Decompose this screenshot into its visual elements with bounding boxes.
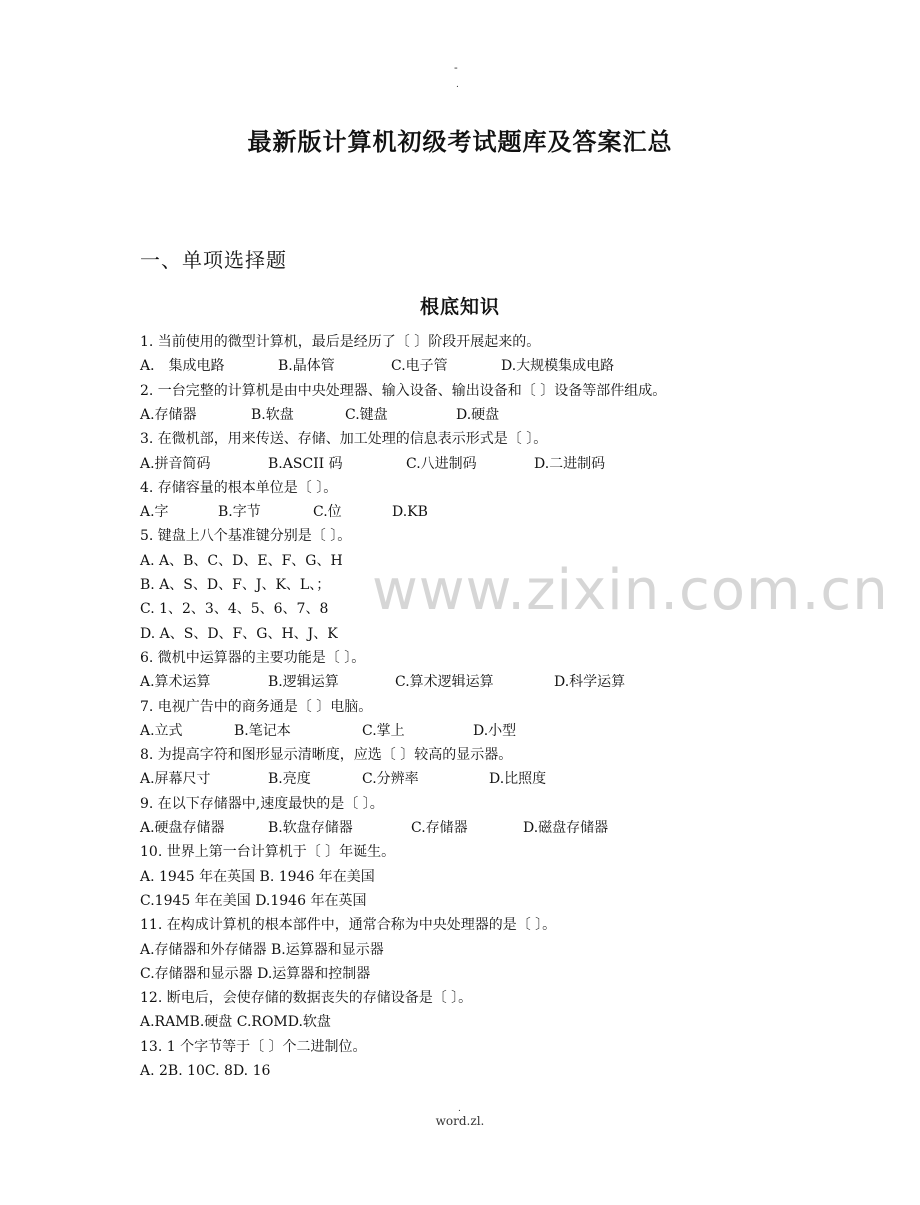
- answer-option: C.键盘: [345, 406, 388, 423]
- answer-option: B.软盘: [251, 406, 294, 423]
- answer-option: D.比照度: [489, 771, 547, 788]
- answer-option: B.逻辑运算: [268, 674, 339, 691]
- question-text: 2. 一台完整的计算机是由中央处理器、输入设备、输出设备和〔 〕设备等部件组成。: [140, 382, 667, 399]
- answer-option: C.算术逻辑运算: [395, 674, 494, 691]
- answer-option: B.软盘存储器: [268, 820, 353, 836]
- question-text: 1. 当前使用的微型计算机，最后是经历了〔 〕阶段开展起来的。: [140, 334, 541, 350]
- question-text: 9. 在以下存储器中,速度最快的是〔 〕。: [140, 795, 384, 812]
- answer-option: C.分辨率: [362, 771, 419, 788]
- question-text: 10. 世界上第一台计算机于〔 〕年诞生。: [140, 844, 396, 861]
- answer-option: B.ASCII 码: [268, 455, 343, 472]
- question-text: 4. 存储容量的根本单位是〔 〕。: [140, 479, 338, 496]
- answer-option: B.笔记本: [234, 722, 291, 739]
- answer-line: C.1945 年在美国 D.1946 年在英国: [140, 892, 367, 909]
- question-text: 5. 键盘上八个基准键分别是〔 〕。: [140, 528, 352, 545]
- question-text: 6. 微机中运算器的主要功能是〔 〕。: [140, 649, 366, 666]
- answer-line: A. A、B、C、D、E、F、G、H: [140, 552, 343, 569]
- answer-option: D.科学运算: [554, 674, 626, 691]
- answer-option: D.小型: [473, 722, 517, 739]
- answer-option: D.二进制码: [534, 455, 606, 472]
- answer-option: A.字: [140, 504, 169, 521]
- answer-line: A.RAMB.硬盘 C.ROMD.软盘: [140, 1014, 331, 1031]
- answer-option: A.存储器: [140, 406, 197, 423]
- answer-option: D.硬盘: [456, 406, 500, 423]
- question-text: 7. 电视广告中的商务通是〔 〕电脑。: [140, 698, 373, 715]
- answer-option: D.磁盘存储器: [523, 820, 609, 836]
- subsection-heading: 根底知识: [419, 296, 500, 318]
- answer-line: A. 1945 年在英国 B. 1946 年在美国: [140, 868, 375, 885]
- answer-line: A.存储器和外存储器 B.运算器和显示器: [140, 941, 384, 958]
- answer-option: C.掌上: [362, 722, 405, 739]
- answer-option: C.存储器: [411, 820, 468, 836]
- answer-line: C.存储器和显示器 D.运算器和控制器: [140, 965, 371, 982]
- question-text: 13. 1 个字节等于〔 〕个二进制位。: [140, 1038, 367, 1055]
- answer-option: B.字节: [218, 504, 261, 521]
- document-title: 最新版计算机初级考试题库及答案汇总: [247, 127, 673, 156]
- answer-line: D. A、S、D、F、G、H、J、K: [140, 625, 338, 642]
- answer-option: B.晶体管: [278, 358, 335, 375]
- answer-option: B.亮度: [268, 771, 311, 788]
- question-text: 3. 在微机部，用来传送、存储、加工处理的信息表示形式是〔 〕。: [140, 431, 548, 448]
- answer-option: C.电子管: [391, 358, 448, 375]
- footer-dot: .: [458, 1104, 461, 1114]
- answer-option: D.KB: [392, 504, 428, 521]
- question-text: 11. 在构成计算机的根本部件中，通常合称为中央处理器的是〔 〕。: [140, 917, 557, 934]
- watermark: www.zixin.com.cn: [372, 558, 889, 623]
- answer-option: A.拼音简码: [140, 455, 211, 472]
- answer-option: A.硬盘存储器: [140, 820, 225, 836]
- answer-option: C.位: [313, 504, 342, 521]
- answer-option: C.八进制码: [406, 455, 477, 472]
- answer-line: B. A、S、D、F、J、K、L、；: [140, 577, 331, 593]
- header-dot: .: [456, 80, 459, 90]
- footer-text: word.zl.: [435, 1114, 485, 1128]
- answer-option: A.立式: [140, 722, 183, 739]
- section-heading: 一、单项选择题: [140, 248, 287, 272]
- header-mark: -: [454, 61, 458, 74]
- answer-option: A.屏幕尺寸: [140, 771, 211, 788]
- answer-option: A． 集成电路: [140, 358, 225, 375]
- question-text: 8. 为提高字符和图形显示清晰度，应选〔 〕较高的显示器。: [140, 747, 513, 764]
- answer-line: A. 2B. 10C. 8D. 16: [140, 1063, 271, 1079]
- answer-option: D.大规模集成电路: [501, 358, 615, 375]
- answer-line: C. 1、2、3、4、5、6、7、8: [140, 601, 329, 618]
- question-text: 12. 断电后，会使存储的数据丧失的存储设备是〔 〕。: [140, 990, 473, 1007]
- answer-option: A.算术运算: [140, 674, 211, 691]
